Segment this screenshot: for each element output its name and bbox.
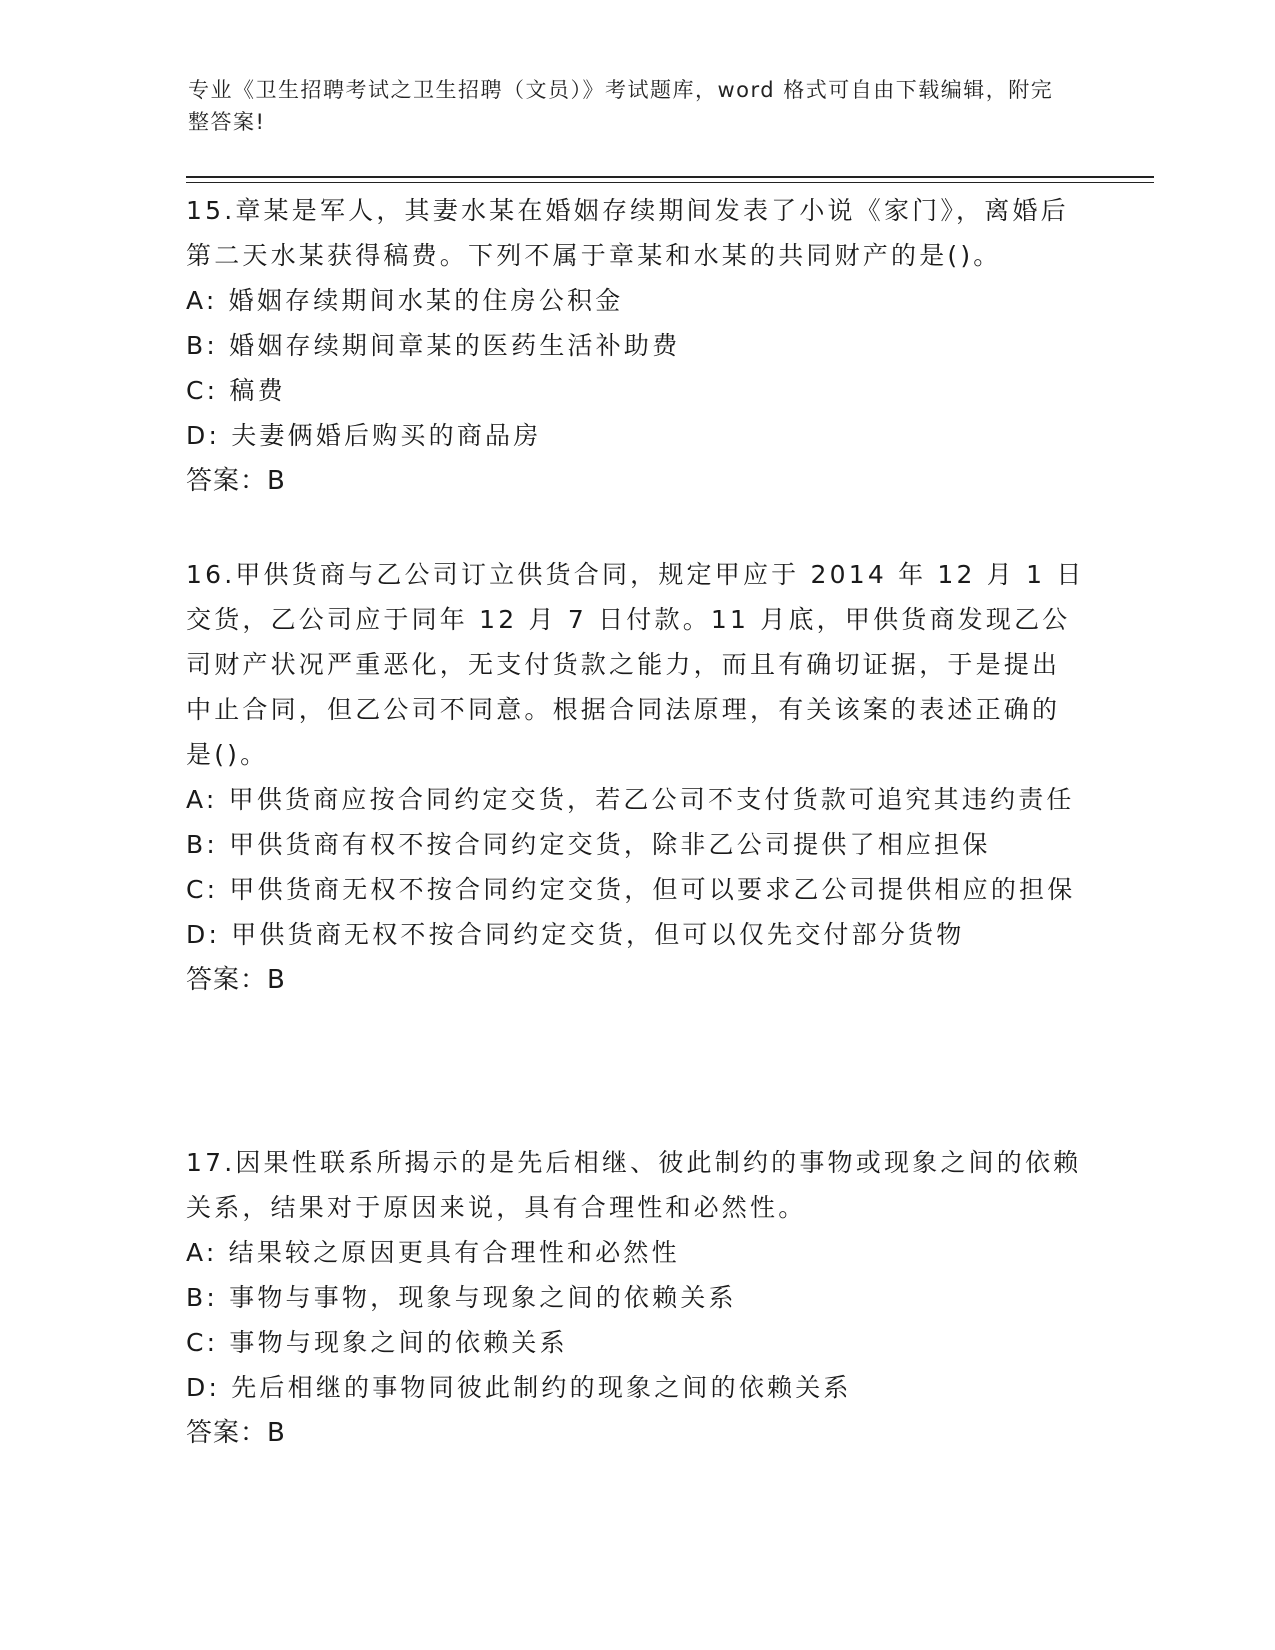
header-divider-thin xyxy=(186,182,1154,183)
option-c: C: 稿费 xyxy=(186,376,286,405)
question-15 xyxy=(186,188,1086,504)
question-16 xyxy=(186,552,1086,1003)
question-stem: 15.章某是军人，其妻水某在婚姻存续期间发表了小说《家门》，离婚后第二天水某获得稿费。下列不属于章某和水某的共同财产的是()。 xyxy=(186,196,1069,270)
option-a: A: 甲供货商应按合同约定交货，若乙公司不支付货款可追究其违约责任 xyxy=(186,785,1075,814)
option-b: B: 婚姻存续期间章某的医药生活补助费 xyxy=(186,331,681,360)
question-stem: 16.甲供货商与乙公司订立供货合同，规定甲应于 2014 年 12 月 1 日交货，乙公司应于同年 12 月 7 日付款。11 月底，甲供货商发现乙公司财产状况严重恶化，无支付货款之能力，而且有确切证据，于是提出中止合同，但乙公司不同意。根据合同法原理，有关该案的表述正确的是()。 xyxy=(186,560,1085,769)
option-d: D: 先后相继的事物同彼此制约的现象之间的依赖关系 xyxy=(186,1373,852,1402)
option-d: D: 甲供货商无权不按合同约定交货，但可以仅先交付部分货物 xyxy=(186,920,965,949)
option-c: C: 甲供货商无权不按合同约定交货，但可以要求乙公司提供相应的担保 xyxy=(186,875,1076,904)
option-b: B: 甲供货商有权不按合同约定交货，除非乙公司提供了相应担保 xyxy=(186,830,991,859)
option-d: D: 夫妻俩婚后购买的商品房 xyxy=(186,421,542,450)
answer: 答案：B xyxy=(186,466,286,496)
answer: 答案：B xyxy=(186,1418,286,1448)
document-header: 专业《卫生招聘考试之卫生招聘（文员）》考试题库，word 格式可自由下载编辑，附完整答案! xyxy=(188,78,1054,134)
option-a: A: 婚姻存续期间水某的住房公积金 xyxy=(186,286,624,315)
question-stem: 17.因果性联系所揭示的是先后相继、彼此制约的事物或现象之间的依赖关系，结果对于原因来说，具有合理性和必然性。 xyxy=(186,1148,1082,1222)
option-c: C: 事物与现象之间的依赖关系 xyxy=(186,1328,568,1357)
option-a: A: 结果较之原因更具有合理性和必然性 xyxy=(186,1238,680,1267)
answer: 答案：B xyxy=(186,965,286,995)
question-17 xyxy=(186,1140,1086,1456)
option-b: B: 事物与事物，现象与现象之间的依赖关系 xyxy=(186,1283,737,1312)
header-divider-thick xyxy=(186,176,1154,178)
